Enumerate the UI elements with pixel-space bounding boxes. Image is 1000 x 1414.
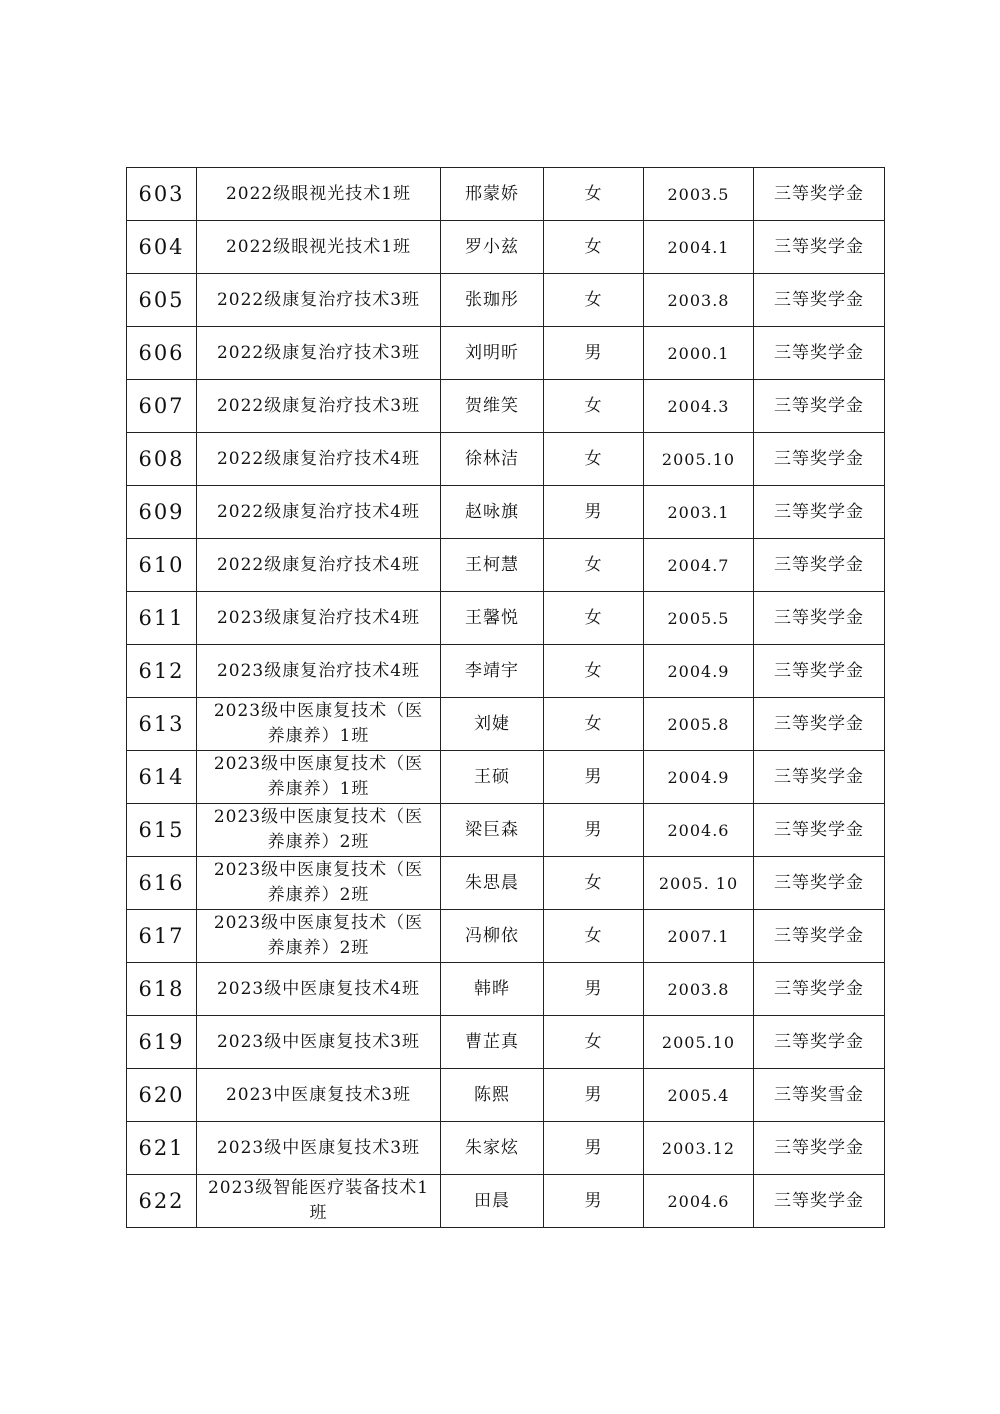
table-body	[127, 168, 885, 1228]
row-number-cell: 619	[127, 1016, 197, 1069]
gender-cell: 女	[544, 1016, 644, 1069]
gender-cell: 女	[544, 698, 644, 751]
birth-date-cell: 2000.1	[644, 327, 754, 380]
birth-date-cell: 2003.12	[644, 1122, 754, 1175]
award-cell: 三等奖学金	[754, 539, 885, 592]
birth-date-cell: 2004.9	[644, 645, 754, 698]
gender-cell: 男	[544, 327, 644, 380]
award-cell: 三等奖雪金	[754, 1069, 885, 1122]
student-name-cell: 赵咏旗	[441, 486, 544, 539]
birth-date-cell: 2004.6	[644, 1175, 754, 1228]
table-row	[127, 698, 885, 751]
table-row	[127, 592, 885, 645]
award-cell: 三等奖学金	[754, 1122, 885, 1175]
gender-cell: 女	[544, 433, 644, 486]
award-cell: 三等奖学金	[754, 433, 885, 486]
row-number-cell: 607	[127, 380, 197, 433]
gender-cell: 男	[544, 751, 644, 804]
row-number-cell: 614	[127, 751, 197, 804]
table-row	[127, 751, 885, 804]
student-name-cell: 张珈彤	[441, 274, 544, 327]
student-name-cell: 冯柳依	[441, 910, 544, 963]
birth-date-cell: 2005.8	[644, 698, 754, 751]
gender-cell: 女	[544, 221, 644, 274]
award-cell: 三等奖学金	[754, 857, 885, 910]
birth-date-cell: 2005. 10	[644, 857, 754, 910]
row-number-cell: 608	[127, 433, 197, 486]
birth-date-cell: 2005.10	[644, 1016, 754, 1069]
gender-cell: 男	[544, 1175, 644, 1228]
birth-date-cell: 2003.8	[644, 963, 754, 1016]
class-cell: 2023级中医康复技术（医养康养）1班	[197, 698, 441, 751]
gender-cell: 女	[544, 274, 644, 327]
row-number-cell: 613	[127, 698, 197, 751]
class-cell: 2023级康复治疗技术4班	[197, 592, 441, 645]
table-row	[127, 1016, 885, 1069]
row-number-cell: 622	[127, 1175, 197, 1228]
class-cell: 2023级中医康复技术（医养康养）1班	[197, 751, 441, 804]
student-name-cell: 刘明昕	[441, 327, 544, 380]
class-cell: 2023级中医康复技术3班	[197, 1016, 441, 1069]
class-cell: 2023中医康复技术3班	[197, 1069, 441, 1122]
row-number-cell: 606	[127, 327, 197, 380]
birth-date-cell: 2003.8	[644, 274, 754, 327]
award-cell: 三等奖学金	[754, 274, 885, 327]
award-cell: 三等奖学金	[754, 645, 885, 698]
gender-cell: 男	[544, 963, 644, 1016]
class-cell: 2023级中医康复技术4班	[197, 963, 441, 1016]
class-cell: 2022级康复治疗技术3班	[197, 327, 441, 380]
student-name-cell: 徐林洁	[441, 433, 544, 486]
row-number-cell: 620	[127, 1069, 197, 1122]
gender-cell: 女	[544, 168, 644, 221]
row-number-cell: 615	[127, 804, 197, 857]
birth-date-cell: 2005.5	[644, 592, 754, 645]
award-cell: 三等奖学金	[754, 592, 885, 645]
student-name-cell: 田晨	[441, 1175, 544, 1228]
class-cell: 2023级中医康复技术（医养康养）2班	[197, 910, 441, 963]
table-row	[127, 910, 885, 963]
gender-cell: 男	[544, 1069, 644, 1122]
award-cell: 三等奖学金	[754, 1016, 885, 1069]
award-cell: 三等奖学金	[754, 910, 885, 963]
class-cell: 2023级康复治疗技术4班	[197, 645, 441, 698]
gender-cell: 女	[544, 857, 644, 910]
birth-date-cell: 2004.7	[644, 539, 754, 592]
gender-cell: 女	[544, 592, 644, 645]
row-number-cell: 621	[127, 1122, 197, 1175]
row-number-cell: 604	[127, 221, 197, 274]
table-row	[127, 486, 885, 539]
award-cell: 三等奖学金	[754, 698, 885, 751]
table-row	[127, 327, 885, 380]
award-cell: 三等奖学金	[754, 804, 885, 857]
gender-cell: 男	[544, 1122, 644, 1175]
gender-cell: 女	[544, 645, 644, 698]
table-row	[127, 804, 885, 857]
student-name-cell: 王硕	[441, 751, 544, 804]
student-name-cell: 邢蒙娇	[441, 168, 544, 221]
birth-date-cell: 2003.1	[644, 486, 754, 539]
table-row	[127, 539, 885, 592]
row-number-cell: 609	[127, 486, 197, 539]
award-cell: 三等奖学金	[754, 963, 885, 1016]
student-name-cell: 朱家炫	[441, 1122, 544, 1175]
class-cell: 2022级康复治疗技术4班	[197, 486, 441, 539]
student-name-cell: 李靖宇	[441, 645, 544, 698]
row-number-cell: 617	[127, 910, 197, 963]
birth-date-cell: 2003.5	[644, 168, 754, 221]
class-cell: 2022级康复治疗技术4班	[197, 539, 441, 592]
row-number-cell: 610	[127, 539, 197, 592]
birth-date-cell: 2004.9	[644, 751, 754, 804]
class-cell: 2023级中医康复技术3班	[197, 1122, 441, 1175]
table-row	[127, 857, 885, 910]
student-name-cell: 韩晔	[441, 963, 544, 1016]
gender-cell: 男	[544, 486, 644, 539]
student-name-cell: 罗小兹	[441, 221, 544, 274]
student-name-cell: 贺维笑	[441, 380, 544, 433]
table-row	[127, 433, 885, 486]
birth-date-cell: 2004.6	[644, 804, 754, 857]
class-cell: 2022级康复治疗技术3班	[197, 380, 441, 433]
class-cell: 2023级中医康复技术（医养康养）2班	[197, 857, 441, 910]
row-number-cell: 611	[127, 592, 197, 645]
gender-cell: 男	[544, 804, 644, 857]
row-number-cell: 618	[127, 963, 197, 1016]
birth-date-cell: 2004.3	[644, 380, 754, 433]
table-row	[127, 963, 885, 1016]
award-cell: 三等奖学金	[754, 1175, 885, 1228]
student-name-cell: 王柯慧	[441, 539, 544, 592]
table-row	[127, 274, 885, 327]
table-row	[127, 645, 885, 698]
gender-cell: 女	[544, 539, 644, 592]
birth-date-cell: 2004.1	[644, 221, 754, 274]
table-row	[127, 1175, 885, 1228]
row-number-cell: 605	[127, 274, 197, 327]
award-cell: 三等奖学金	[754, 380, 885, 433]
student-name-cell: 王馨悦	[441, 592, 544, 645]
class-cell: 2022级眼视光技术1班	[197, 168, 441, 221]
class-cell: 2022级康复治疗技术4班	[197, 433, 441, 486]
student-name-cell: 曹芷真	[441, 1016, 544, 1069]
class-cell: 2022级康复治疗技术3班	[197, 274, 441, 327]
birth-date-cell: 2005.4	[644, 1069, 754, 1122]
class-cell: 2023级中医康复技术（医养康养）2班	[197, 804, 441, 857]
row-number-cell: 616	[127, 857, 197, 910]
award-cell: 三等奖学金	[754, 327, 885, 380]
birth-date-cell: 2007.1	[644, 910, 754, 963]
gender-cell: 女	[544, 380, 644, 433]
table-row	[127, 1069, 885, 1122]
table-row	[127, 1122, 885, 1175]
award-cell: 三等奖学金	[754, 221, 885, 274]
table-row	[127, 380, 885, 433]
student-name-cell: 刘婕	[441, 698, 544, 751]
award-cell: 三等奖学金	[754, 486, 885, 539]
class-cell: 2023级智能医疗装备技术1班	[197, 1175, 441, 1228]
table-row	[127, 168, 885, 221]
gender-cell: 女	[544, 910, 644, 963]
row-number-cell: 603	[127, 168, 197, 221]
table-row	[127, 221, 885, 274]
award-cell: 三等奖学金	[754, 751, 885, 804]
class-cell: 2022级眼视光技术1班	[197, 221, 441, 274]
row-number-cell: 612	[127, 645, 197, 698]
scholarship-table	[126, 167, 885, 1228]
student-name-cell: 梁巨森	[441, 804, 544, 857]
birth-date-cell: 2005.10	[644, 433, 754, 486]
student-name-cell: 陈熙	[441, 1069, 544, 1122]
award-cell: 三等奖学金	[754, 168, 885, 221]
student-name-cell: 朱思晨	[441, 857, 544, 910]
